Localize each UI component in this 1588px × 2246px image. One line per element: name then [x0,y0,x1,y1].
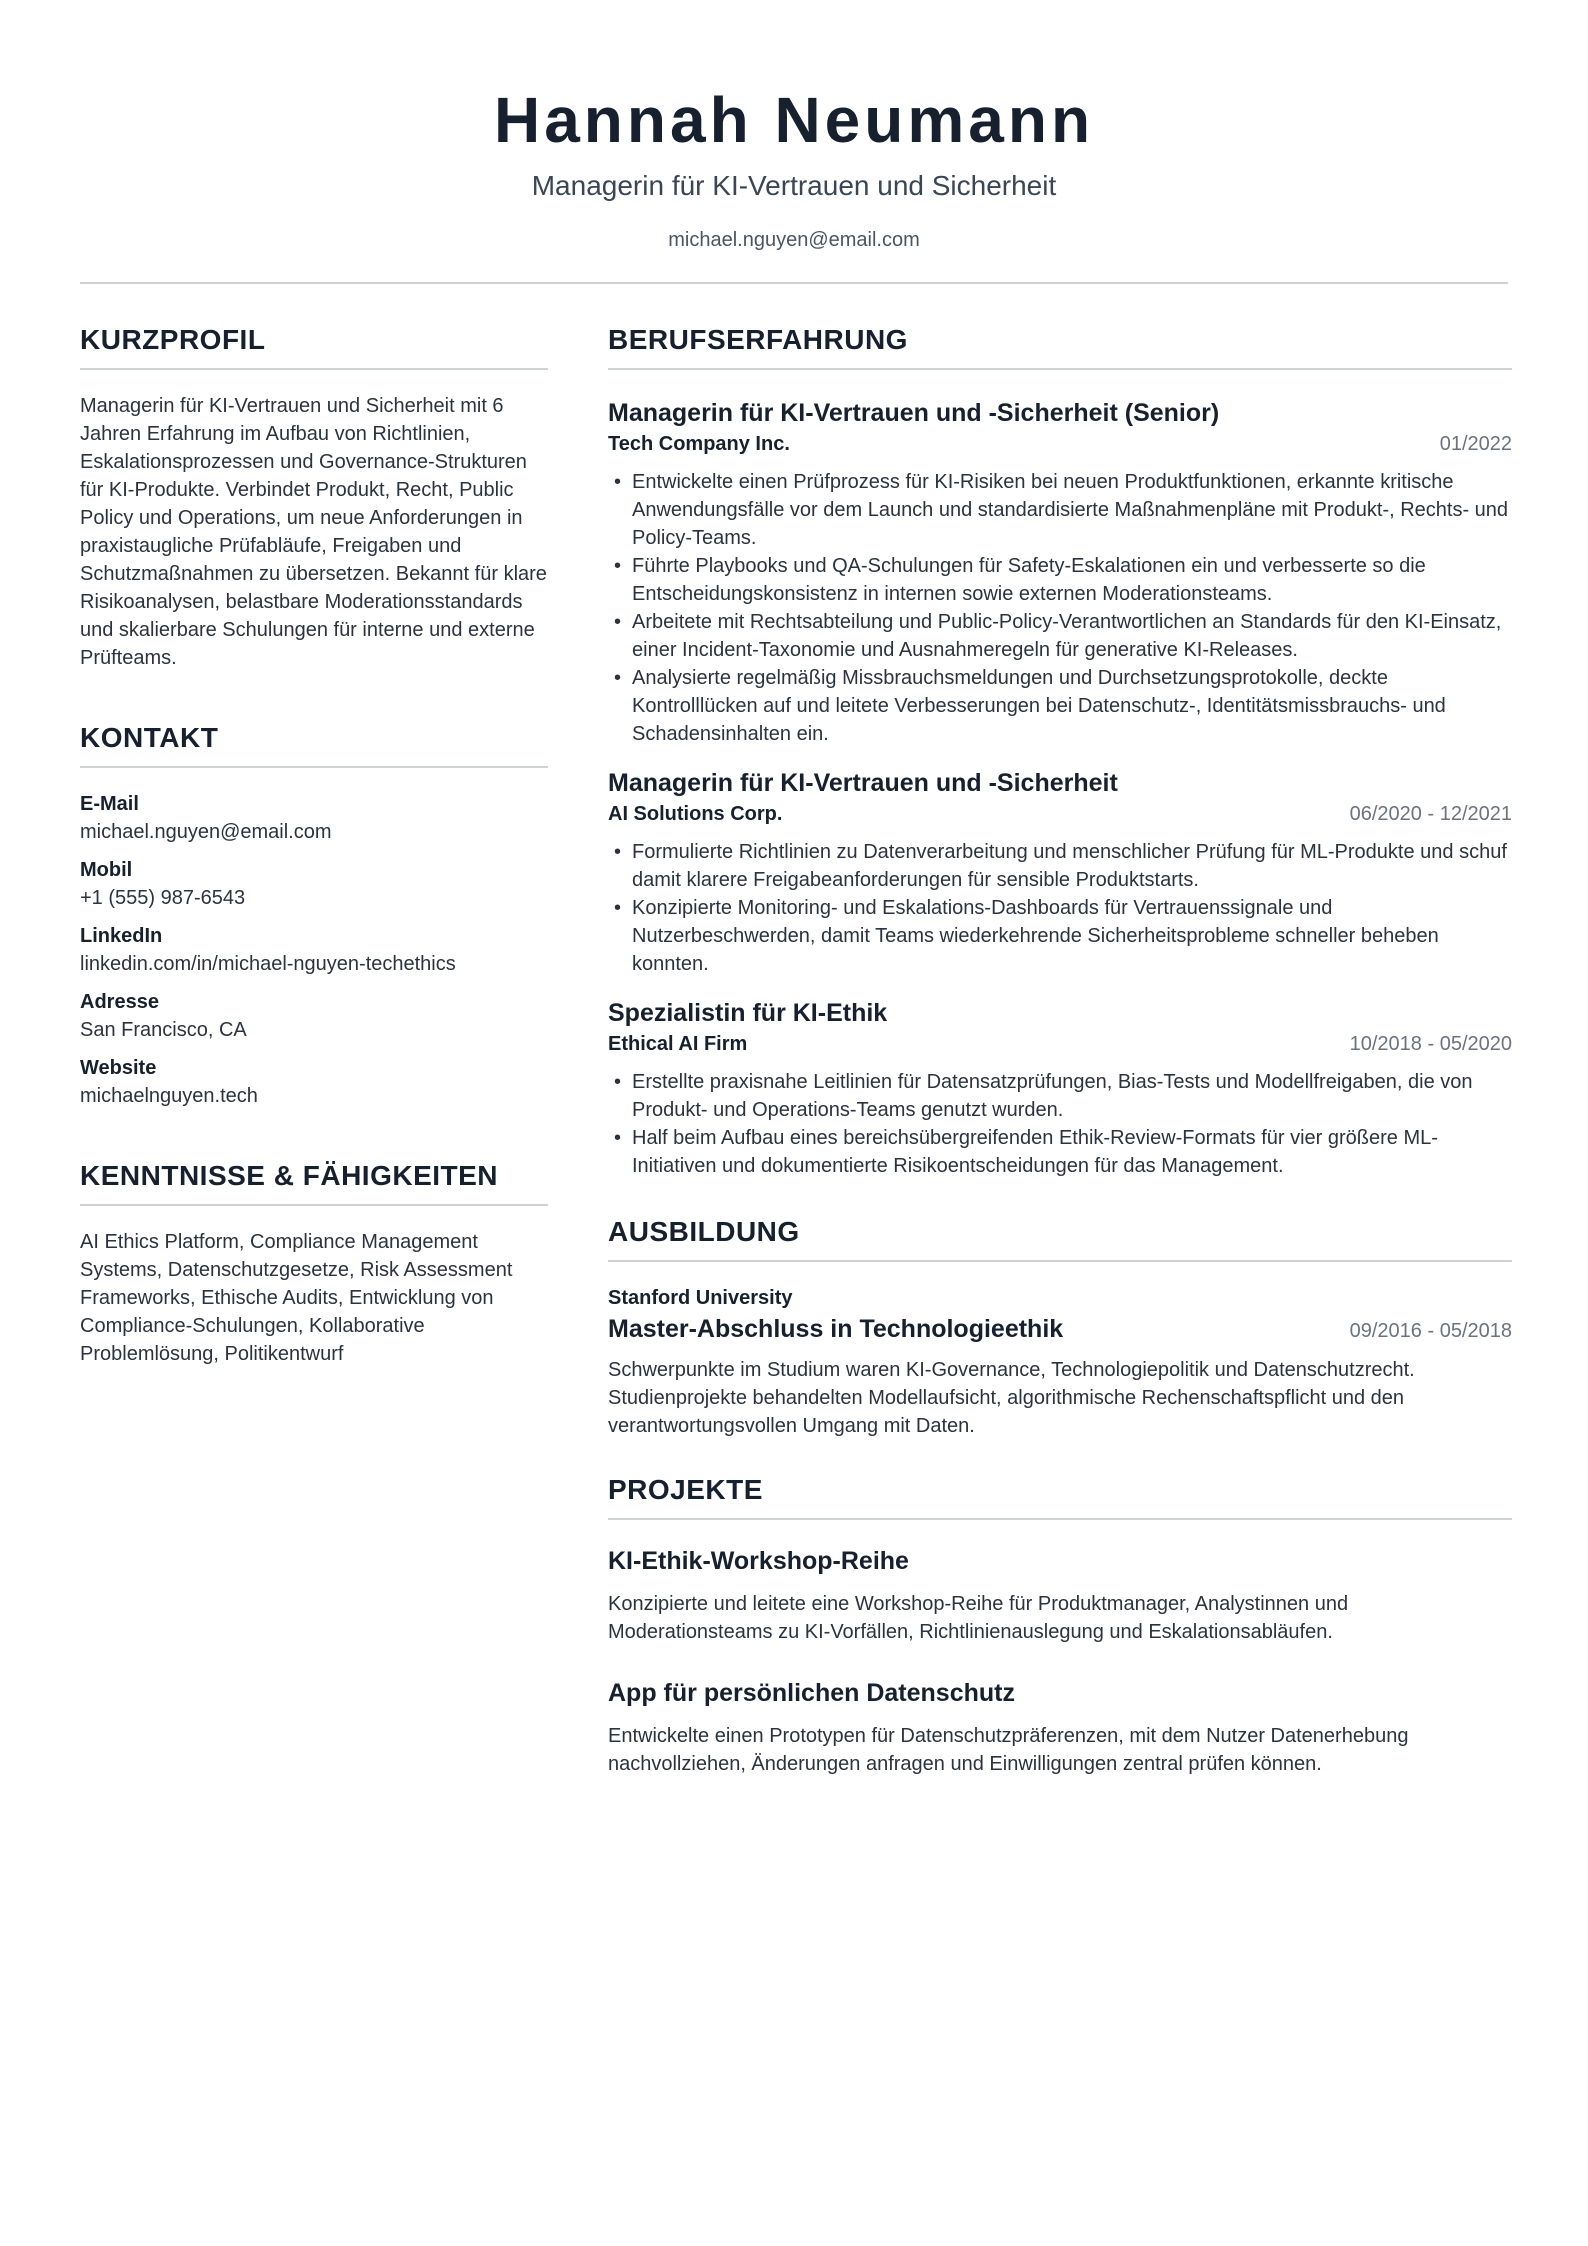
section-heading-experience: BERUFSERFAHRUNG [608,322,1512,370]
job-bullet: • Erstellte praxisnahe Leitlinien für Datensatzprüfungen, Bias-Tests und Modellfreigaben, die von Produkt- und Operations-Teams genutzt wurden. [608,1068,1512,1124]
section-heading-profile: KURZPROFIL [80,322,548,370]
contact-label: LinkedIn [80,925,163,947]
education-school: Stanford University [608,1287,793,1309]
job-title: Spezialistin für KI-Ethik [608,999,888,1027]
contact-item-website [80,1054,548,1110]
experience-section [608,322,1512,1180]
profile-section [80,322,548,672]
job-entry [608,996,1512,1180]
job-bullets [608,838,1512,978]
projects-section [608,1472,1512,1778]
left-column [80,322,548,1416]
job-bullet: • Formulierte Richtlinien zu Datenverarbeitung und menschlicher Prüfung für ML-Produkte und schuf damit klarere Freigabeanforderungen für sensible Produktstarts. [608,838,1512,894]
project-text: Konzipierte und leitete eine Workshop-Reihe für Produktmanager, Analystinnen und Moderationsteams zu KI-Vorfällen, Richtlinienauslegung und Eskalationsabläufen. [608,1593,1349,1643]
education-date: 09/2016 - 05/2018 [1349,1320,1512,1342]
section-heading-projects: PROJEKTE [608,1472,1512,1520]
job-company: Ethical AI Firm [608,1033,748,1055]
project-text: Entwickelte einen Prototypen für Datenschutzpräferenzen, mit dem Nutzer Datenerhebung nachvollziehen, Änderungen anfragen und Einwilligungen zentral prüfen können. [608,1725,1409,1775]
contact-value-website[interactable]: michaelnguyen.tech [80,1085,258,1107]
education-section [608,1214,1512,1440]
job-bullet: • Half beim Aufbau eines bereichsübergreifenden Ethik-Review-Formats für vier größere ML-Initiativen und dokumentierte Risikoentscheidungen für das Management. [608,1124,1512,1180]
job-company: AI Solutions Corp. [608,803,783,825]
contact-label: E-Mail [80,793,139,815]
candidate-name: Hannah Neumann [493,84,1095,156]
header-divider [80,282,1508,284]
job-entry [608,396,1512,748]
contact-item-phone [80,856,548,912]
job-title: Managerin für KI-Vertrauen und -Sicherheit [608,769,1118,797]
project-entry [608,1676,1512,1778]
job-date: 06/2020 - 12/2021 [1349,803,1512,825]
job-bullets [608,468,1512,748]
job-entry [608,766,1512,978]
job-bullet: • Führte Playbooks und QA-Schulungen für Safety-Eskalationen ein und verbesserte so die Entscheidungskonsistenz in internen sowie externen Moderationsteams. [608,552,1512,608]
job-meta [608,1030,1512,1058]
project-name: KI-Ethik-Workshop-Reihe [608,1547,909,1575]
contact-label: Adresse [80,991,159,1013]
section-heading-education: AUSBILDUNG [608,1214,1512,1262]
job-company: Tech Company Inc. [608,433,790,455]
contact-item-linkedin [80,922,548,978]
job-bullet: • Arbeitete mit Rechtsabteilung und Public-Policy-Verantwortlichen an Standards für den KI-Einsatz, einer Incident-Taxonomie und Ausnahmeregeln für generative KI-Releases. [608,608,1512,664]
candidate-title: Managerin für KI-Vertrauen und Sicherheit [531,170,1057,201]
project-entry [608,1544,1512,1646]
job-meta [608,430,1512,458]
section-heading-skills: KENNTNISSE & FÄHIGKEITEN [80,1158,548,1206]
job-bullet: • Konzipierte Monitoring- und Eskalations-Dashboards für Vertrauenssignale und Nutzerbeschwerden, damit Teams wiederkehrende Sicherheitsprobleme schneller beheben konnten. [608,894,1512,978]
contact-section [80,720,548,1110]
skills-section [80,1158,548,1368]
contact-value-address: San Francisco, CA [80,1019,247,1041]
education-row [608,1312,1512,1346]
job-date: 01/2022 [1439,433,1512,455]
project-name: App für persönlichen Datenschutz [608,1679,1015,1707]
job-bullet: • Entwickelte einen Prüfprozess für KI-Risiken bei neuen Produktfunktionen, erkannte kritische Anwendungsfälle vor dem Launch und standardisierte Maßnahmenpläne mit Produkt-, Rechts- und Policy-Teams. [608,468,1512,552]
contact-item-email [80,790,548,846]
profile-text: Managerin für KI-Vertrauen und Sicherheit mit 6 Jahren Erfahrung im Aufbau von Richtlinien, Eskalationsprozessen und Governance-Strukturen für KI-Produkte. Verbindet Produkt, Recht, Public Policy und Operations, um neue Anforderungen in praxistaugliche Prüfabläufe, Freigaben und Schutzmaßnahmen zu übersetzen. Bekannt für klare Risikoanalysen, belastbare Moderationsstandards und skalierbare Schulungen für interne und externe Prüfteams. [80,395,547,669]
contact-value-email[interactable]: michael.nguyen@email.com [80,821,332,843]
job-meta [608,800,1512,828]
section-heading-contact: KONTAKT [80,720,548,768]
education-degree: Master-Abschluss in Technologieethik [608,1315,1064,1343]
contact-label: Mobil [80,859,133,881]
job-bullet: • Analysierte regelmäßig Missbrauchsmeldungen und Durchsetzungsprotokolle, deckte Kontrolllücken auf und leitete Verbesserungen bei Datenschutz-, Identitätsmissbrauchs- und Schadensinhalten ein. [608,664,1512,748]
contact-item-address [80,988,548,1044]
contact-label: Website [80,1057,157,1079]
job-title: Managerin für KI-Vertrauen und -Sicherheit (Senior) [608,399,1220,427]
job-date: 10/2018 - 05/2020 [1349,1033,1512,1055]
contact-value-linkedin[interactable]: linkedin.com/in/michael-nguyen-techethics [80,953,456,975]
education-text: Schwerpunkte im Studium waren KI-Governance, Technologiepolitik und Datenschutzrecht. Studienprojekte behandelten Modellaufsicht, algorithmische Rechenschaftspflicht und den verantwortungsvollen Umgang mit Daten. [608,1359,1415,1437]
contact-value-phone[interactable]: +1 (555) 987-6543 [80,887,246,909]
right-column [608,322,1512,1808]
header-email: michael.nguyen@email.com [668,229,920,251]
job-bullets [608,1068,1512,1180]
skills-text: AI Ethics Platform, Compliance Management Systems, Datenschutzgesetze, Risk Assessment Frameworks, Ethische Audits, Entwicklung von Compliance-Schulungen, Kollaborative Problemlösung, Politikentwurf [80,1231,513,1365]
